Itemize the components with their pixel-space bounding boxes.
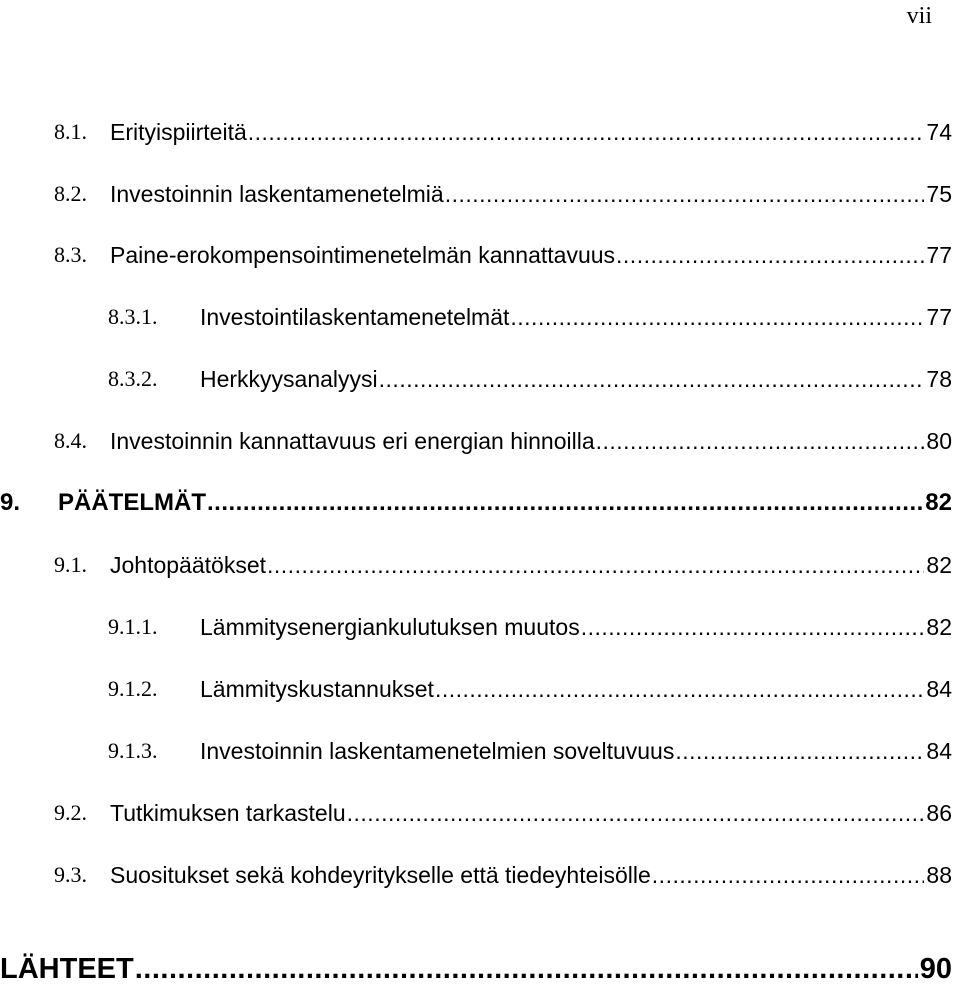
toc-dot-leader: [581, 610, 925, 644]
toc-entry-number: 9.1.: [54, 552, 87, 577]
toc-dot-leader: [207, 486, 923, 520]
toc-entry-page: 84: [924, 672, 952, 706]
toc-entry-title: Investointilaskentamenetelmät: [200, 304, 510, 330]
toc-dot-leader: [379, 362, 925, 396]
toc-entry-9-1-3[interactable]: [0, 734, 960, 768]
toc-entry-number: 9.: [0, 489, 21, 516]
toc-entry-9-1-1[interactable]: [0, 610, 960, 644]
toc-entry-number: 8.2.: [54, 181, 87, 206]
toc-entry-8-3[interactable]: [0, 238, 960, 272]
toc-entry-page: 75: [924, 177, 952, 211]
toc-entry-title: Suositukset sekä kohdeyritykselle että tiedeyhteisölle: [110, 862, 651, 888]
toc-dot-leader: [675, 734, 924, 768]
toc-entry-9[interactable]: [0, 486, 960, 520]
toc-entry-page: 74: [924, 115, 952, 149]
toc-dot-leader: [267, 548, 924, 582]
toc-entry-title: Herkkyysanalyysi: [200, 366, 378, 392]
toc-entry-number: 8.3.2.: [108, 366, 158, 391]
toc-entry-title: LÄHTEET: [0, 953, 134, 985]
toc-dot-leader: [616, 238, 924, 272]
toc-entry-title: PÄÄTELMÄT: [58, 489, 206, 516]
toc-entry-number: 9.1.2.: [108, 676, 158, 701]
toc-entry-8-1[interactable]: [0, 115, 960, 149]
toc-entry-references[interactable]: [0, 952, 960, 990]
toc-entry-title: Investoinnin laskentamenetelmien soveltuvuus: [200, 738, 675, 764]
toc-entry-number: 8.4.: [54, 428, 87, 453]
toc-entry-title: Erityispiirteitä: [110, 119, 247, 145]
toc-entry-page: 77: [924, 300, 952, 334]
toc-entry-9-1-2[interactable]: [0, 672, 960, 706]
toc-entry-number: 9.1.1.: [108, 614, 158, 639]
toc-entry-page: 86: [924, 796, 952, 830]
toc-entry-9-2[interactable]: [0, 796, 960, 830]
toc-entry-9-3[interactable]: [0, 858, 960, 892]
toc-dot-leader: [445, 177, 925, 211]
toc-entry-page: 82: [924, 548, 952, 582]
toc-dot-leader: [596, 424, 925, 458]
toc-entry-title: Lämmityskustannukset: [200, 676, 434, 702]
toc-entry-title: Tutkimuksen tarkastelu: [110, 800, 346, 826]
toc-entry-number: 9.2.: [54, 800, 87, 825]
toc-entry-number: 8.1.: [54, 119, 87, 144]
toc-entry-title: Lämmitysenergiankulutuksen muutos: [200, 614, 580, 640]
toc-entry-title: Investoinnin kannattavuus eri energian hinnoilla: [110, 428, 595, 454]
toc-entry-8-2[interactable]: [0, 177, 960, 211]
toc-entry-number: 8.3.1.: [108, 304, 158, 329]
toc-entry-8-3-1[interactable]: [0, 300, 960, 334]
toc-entry-title: Paine-erokompensointimenetelmän kannattavuus: [110, 242, 616, 268]
toc-entry-number: 8.3.: [54, 242, 87, 267]
toc-entry-number: 9.1.3.: [108, 738, 158, 763]
toc-entry-page: 88: [924, 858, 952, 892]
toc-entry-page: 90: [919, 953, 952, 985]
toc-entry-title: Johtopäätökset: [110, 552, 267, 578]
toc-entry-9-1[interactable]: [0, 548, 960, 582]
toc-entry-page: 84: [924, 734, 952, 768]
toc-entry-title: Investoinnin laskentamenetelmiä: [110, 181, 444, 207]
toc-entry-page: 77: [924, 238, 952, 272]
toc-entry-page: 82: [924, 610, 952, 644]
toc-entry-page: 78: [924, 362, 952, 396]
toc-entry-page: 82: [923, 486, 952, 520]
toc-dot-leader: [435, 672, 924, 706]
toc-dot-leader: [347, 796, 925, 830]
toc-entry-page: 80: [924, 424, 952, 458]
page-number: vii: [906, 3, 932, 29]
toc-dot-leader: [248, 115, 925, 149]
toc-entry-8-4[interactable]: [0, 424, 960, 458]
toc-entry-8-3-2[interactable]: [0, 362, 960, 396]
toc-dot-leader: [135, 952, 918, 986]
toc-entry-number: 9.3.: [54, 862, 87, 887]
toc-dot-leader: [510, 300, 924, 334]
toc-dot-leader: [652, 858, 925, 892]
